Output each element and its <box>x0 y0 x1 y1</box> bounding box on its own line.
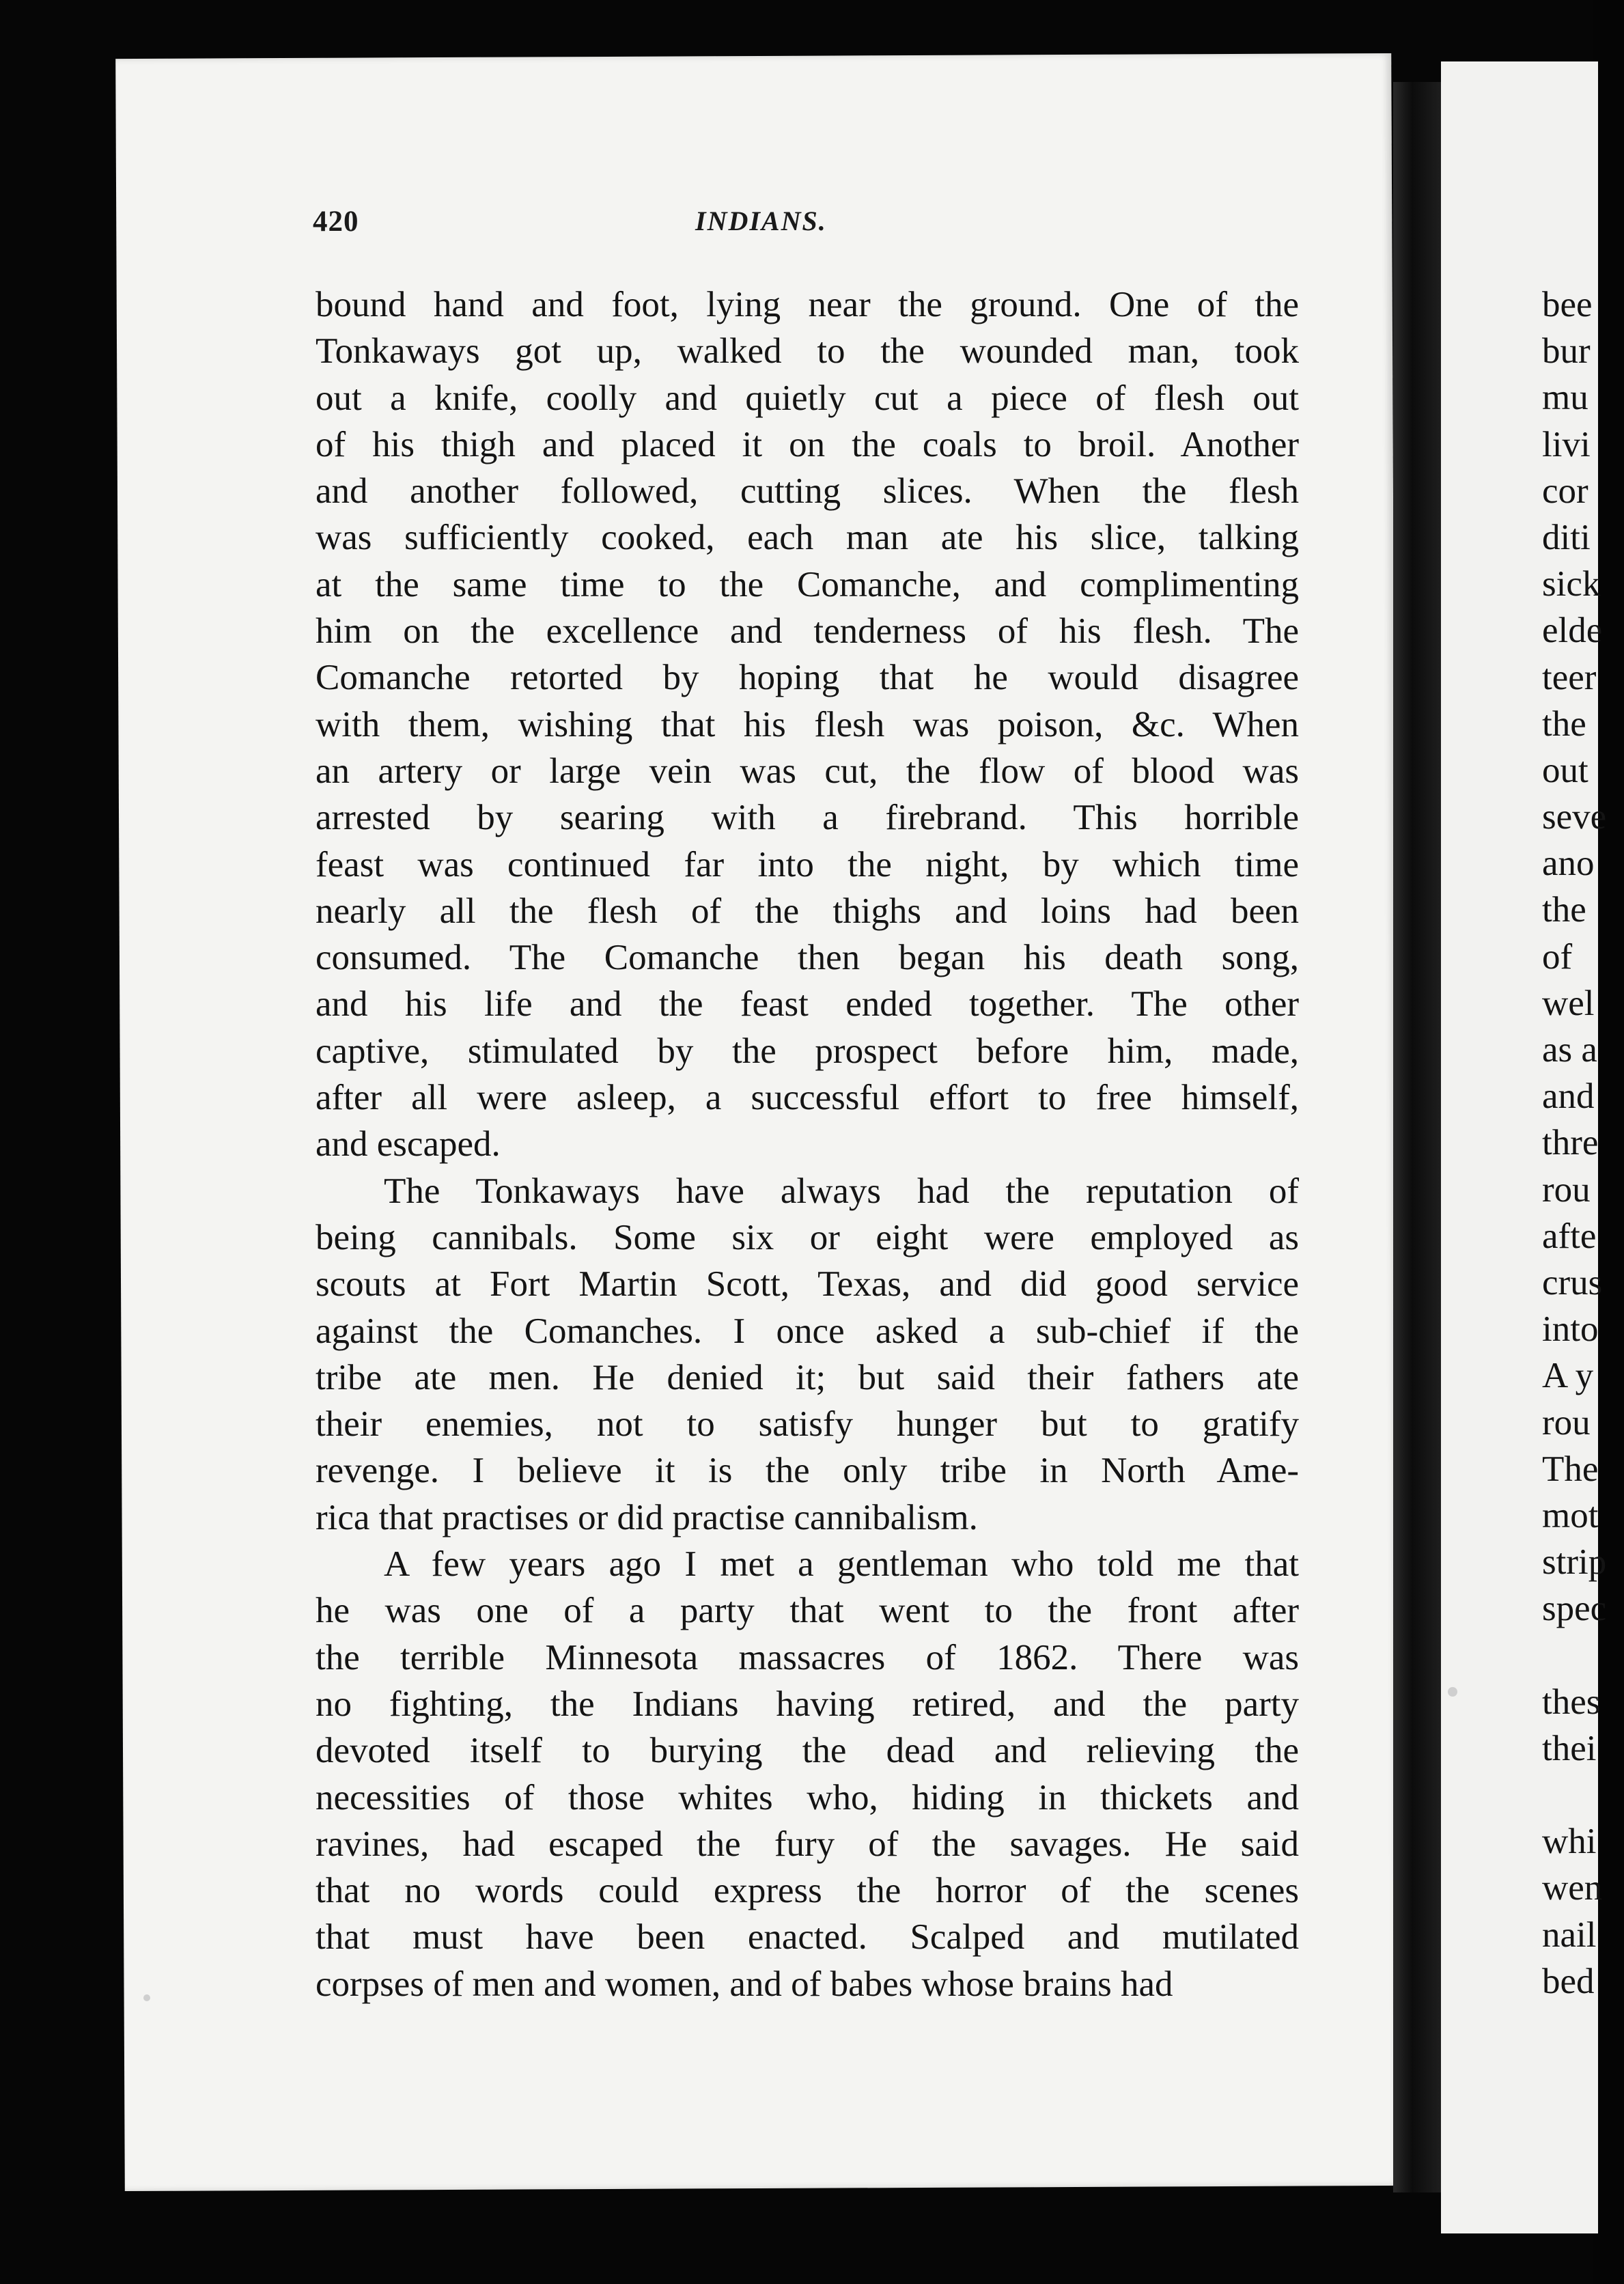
facing-page-fragment: wel <box>1542 983 1595 1023</box>
facing-page-fragment: teer <box>1542 657 1597 697</box>
text-line: ravines, had escaped the fury of the savages. He said <box>316 1824 1299 1864</box>
text-line: A few years ago I met a gentleman who told me that <box>384 1544 1299 1585</box>
page-title: INDIANS. <box>695 206 827 236</box>
facing-page-fragment: and <box>1542 1076 1595 1117</box>
facing-page-fragment: nail <box>1542 1914 1597 1955</box>
text-line: devoted itself to burying the dead and relieving the <box>316 1731 1299 1771</box>
facing-page-fragment: as a <box>1542 1030 1597 1070</box>
facing-page-fragment: thre <box>1542 1123 1599 1163</box>
text-line: no fighting, the Indians having retired, and the party <box>316 1684 1299 1724</box>
facing-page-fragment <box>1542 1632 1624 1678</box>
running-head <box>313 205 1296 246</box>
book-gutter <box>1393 82 1441 2192</box>
text-line: arrested by searing with a firebrand. This horrible <box>316 798 1299 838</box>
facing-page-fragment: rou <box>1542 1169 1591 1210</box>
text-line: scouts at Fort Martin Scott, Texas, and did good service <box>316 1264 1299 1305</box>
facing-page-fragment: wen <box>1542 1868 1603 1908</box>
facing-page-fragment: cor <box>1542 471 1588 511</box>
facing-page-fragment: whi <box>1542 1822 1597 1862</box>
text-line: was sufficiently cooked, each man ate his slice, talking <box>316 518 1299 558</box>
text-line: and another followed, cutting slices. When the flesh <box>316 471 1299 512</box>
facing-page-fragment: strip <box>1542 1542 1607 1583</box>
text-line: against the Comanches. I once asked a sub-chief if the <box>316 1311 1299 1351</box>
text-line: Comanche retorted by hoping that he would disagree <box>316 658 1299 698</box>
facing-page-fragment: spec <box>1542 1589 1607 1629</box>
facing-page-fragment: elde <box>1542 611 1603 651</box>
text-line: out a knife, coolly and quietly cut a piece of flesh out <box>316 378 1299 418</box>
facing-page-fragment: rou <box>1542 1402 1591 1443</box>
facing-page-fragment: The <box>1542 1449 1599 1489</box>
text-line: with them, wishing that his flesh was poison, &c. When <box>316 704 1299 744</box>
facing-page-fragment: A y <box>1542 1356 1594 1396</box>
facing-page-fragment: afte <box>1542 1216 1597 1256</box>
text-line: consumed. The Comanche then began his death song, <box>316 938 1299 978</box>
text-line: him on the excellence and tenderness of his flesh. The <box>316 611 1299 652</box>
text-line: rica that practises or did practise cannibalism. <box>316 1497 978 1537</box>
text-line: feast was continued far into the night, by which time <box>316 844 1299 885</box>
scan-speck <box>143 1994 150 2001</box>
facing-page-fragment: ano <box>1542 844 1595 884</box>
facing-page-fragment: crus <box>1542 1262 1603 1303</box>
text-line: that no words could express the horror of the scenes <box>316 1871 1299 1911</box>
text-line: at the same time to the Comanche, and complimenting <box>316 564 1299 604</box>
text-line: corpses of men and women, and of babes whose brains had <box>316 1964 1173 2004</box>
text-line: the terrible Minnesota massacres of 1862. There was <box>316 1637 1299 1677</box>
facing-page-fragment: the <box>1542 704 1586 744</box>
text-line: of his thigh and placed it on the coals to broil. Another <box>316 424 1299 464</box>
text-line: Tonkaways got up, walked to the wounded man, took <box>316 331 1299 372</box>
text-line: captive, stimulated by the prospect before him, made, <box>316 1031 1299 1071</box>
text-line: tribe ate men. He denied it; but said their fathers ate <box>316 1357 1299 1397</box>
facing-page-fragment: livi <box>1542 424 1591 464</box>
facing-page-fragment: of <box>1542 936 1573 977</box>
text-line: that must have been enacted. Scalped and mutilated <box>316 1917 1299 1958</box>
facing-page-fragment: bur <box>1542 331 1591 372</box>
facing-page-fragment <box>1542 1772 1624 1818</box>
page-number: 420 <box>313 206 359 238</box>
facing-page-fragment: thei <box>1542 1728 1597 1768</box>
body-text <box>316 281 1299 2007</box>
facing-page-fragment: sick <box>1542 564 1601 604</box>
text-line: necessities of those whites who, hiding in thickets and <box>316 1777 1299 1818</box>
text-line: being cannibals. Some six or eight were employed as <box>316 1217 1299 1257</box>
text-line: after all were asleep, a successful effort to free himself, <box>316 1078 1299 1118</box>
text-line: The Tonkaways have always had the reputation of <box>384 1171 1299 1211</box>
facing-page-fragment: diti <box>1542 517 1591 557</box>
facing-page-fragment: seve <box>1542 797 1607 837</box>
text-line: bound hand and foot, lying near the ground. One of the <box>316 285 1299 324</box>
text-line: and his life and the feast ended together. The other <box>316 984 1299 1025</box>
facing-page-fragment: mot <box>1542 1495 1599 1535</box>
facing-page-fragment: out <box>1542 750 1588 790</box>
text-line: their enemies, not to satisfy hunger but to gratify <box>316 1404 1299 1445</box>
text-line: he was one of a party that went to the front after <box>316 1591 1299 1631</box>
text-line: nearly all the flesh of the thighs and loins had been <box>316 891 1299 931</box>
facing-page-fragment: bee <box>1542 285 1593 324</box>
facing-page-text <box>1542 281 1624 2005</box>
text-line: and escaped. <box>316 1124 501 1165</box>
facing-page-fragment: bed <box>1542 1961 1595 2001</box>
facing-page-fragment: the <box>1542 890 1586 930</box>
text-line: an artery or large vein was cut, the flow of blood was <box>316 751 1299 791</box>
text-line: revenge. I believe it is the only tribe in North Ame- <box>316 1451 1299 1491</box>
facing-page-fragment: mu <box>1542 378 1588 418</box>
facing-page-fragment: into <box>1542 1309 1599 1350</box>
scan-speck <box>1448 1687 1457 1697</box>
facing-page-fragment: thes <box>1542 1682 1601 1722</box>
